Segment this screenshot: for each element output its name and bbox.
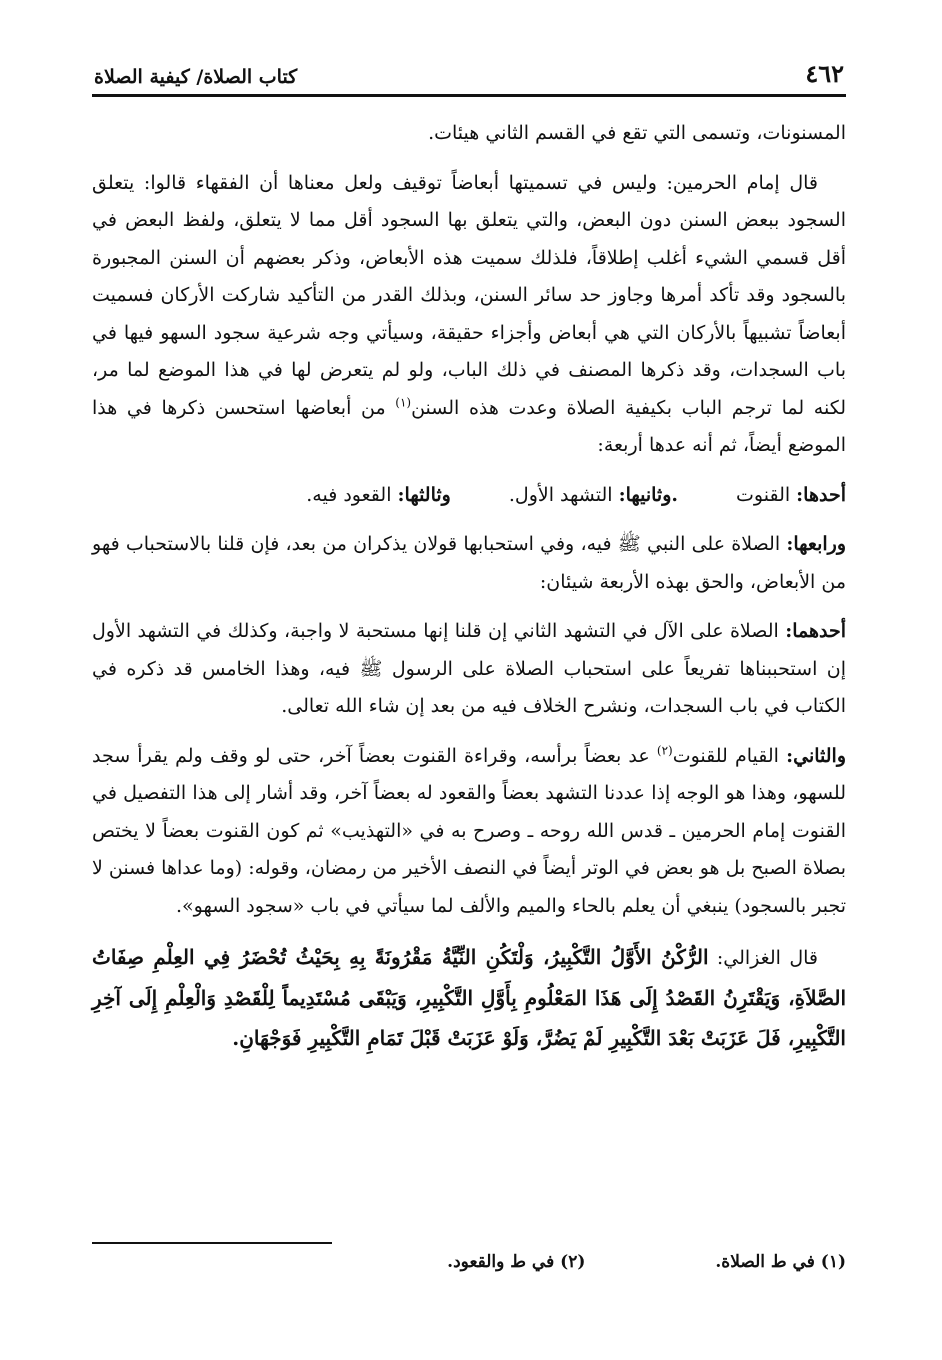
footnote-2: (٢) في ط والقعود.	[447, 1252, 586, 1272]
paragraph-5-text-b: عد بعضاً برأسه، وقراءة القنوت بعضاً آخر، حتى لو وقف ولم يقرأ سجد للسهو، وهذا هو الوجه إذا عددنا التشهد بعضاً والقعود له بعضاً آخر، وقد أشار إلى هذا التفصيل في القنوت إمام الحرمين ـ قدس الله روحه ـ وصرح به في «التهذيب» ثم كون القنوت بعضاً لا يختص بصلاة الصبح بل هو بعض في الوتر أيضاً في النصف الأخير من رمضان، وقوله: (وما عداها فسنن لا تجبر بالسجود) ينبغي أن يعلم بالحاء والميم والألف لما سيأتي في باب «سجود السهو».	[92, 744, 846, 917]
paragraph-4	[92, 613, 846, 726]
footnote-ref-1[interactable]: (١)	[395, 395, 412, 410]
page-number: ٤٦٢	[805, 59, 844, 88]
paragraph-6	[92, 937, 846, 1059]
paragraph-5-label: والثاني:	[786, 744, 846, 767]
page-header	[92, 30, 846, 88]
paragraph-2	[92, 165, 846, 465]
enum-label-3: وثالثها:	[397, 483, 451, 506]
paragraph-1: المسنونات، وتسمى التي تقع في القسم الثاني هيئات.	[428, 122, 846, 144]
matn-text: الرُّكْنُ الأَوَّلُ التَّكْبِيرُ، وَلْتَكُنِ النِّيَّةُ مَقْرُونَةً بِهِ بِحَيْثُ تُحْضَرُ فِي العِلْمِ صِفَاتُ الصَّلاَةِ، وَيَقْتَرِنُ القَصْدُ إِلَى هَذَا المَعْلُومِ بِأَوَّلِ التَّكْبِيرِ، وَيَبْقَى مُسْتَدِيماً لِلْقَصْدِ وَالْعِلْمِ إِلَى آخِرِ التَّكْبِيرِ، فَلَ عَزَبَتْ بَعْدَ التَّكْبِيرِ لَمْ يَضُرَّ، وَلَوْ عَزَبَتْ قَبْلَ تَمَامِ التَّكْبِيرِ فَوَجْهَانِ.	[92, 945, 846, 1050]
enum-item-1	[736, 477, 846, 515]
header-rule	[92, 94, 846, 97]
footnote-rule	[92, 1242, 332, 1244]
paragraph-5	[92, 738, 846, 926]
enum-item-3	[306, 477, 451, 515]
paragraph-4-label: أحدهما:	[785, 620, 846, 642]
footnotes	[92, 1252, 846, 1272]
page	[92, 30, 846, 1050]
enum-text-2: التشهد الأول.	[508, 483, 619, 506]
paragraph-3-label: ورابعها:	[786, 533, 846, 555]
enum-item-2	[509, 477, 678, 515]
enum-label-2: .وثانيها:	[618, 483, 679, 506]
paragraph-3-text: الصلاة على النبي ﷺ فيه، وفي استحبابها قولان يذكران من بعد، فإن قلنا بالاستحباب فهو من الأبعاض، والحق بهذه الأربعة شيئان:	[92, 533, 846, 593]
paragraph-2-text: قال إمام الحرمين: وليس في تسميتها أبعاضاً توقيف ولعل معناها أن الفقهاء قالوا: يتعلق السجود ببعض السنن دون البعض، والتي يتعلق بها السجود أقل مما لا يتعلق، ولفظ البعض في أقل قسمي الشيء أغلب إطلاقاً، فلذلك سميت هذه الأبعاض، وذكر بعضهم أن السنن المجبورة بالسجود وقد تأكد أمرها وجاوز حد سائر السنن، وبذلك القدر من التأكيد شاركت الأركان فسميت أبعاضاً تشبيهاً بالأركان التي هي أبعاض وأجزاء حقيقة، وسيأتي وجه شرعية سجود السهو فيها في باب السجدات، وقد ذكرها المصنف في ذلك الباب، ولو لم يتعرض لها في هذا الموضع لما مر، لكنه لما ترجم الباب بكيفية الصلاة وعدت هذه السنن	[92, 171, 846, 419]
paragraph-4-text: الصلاة على الآل في التشهد الثاني إن قلنا إنها مستحبة لا واجبة، وكذلك في التشهد الأول إن استحببناها تفريعاً على استحباب الصلاة على الرسول ﷺ فيه، وهذا الخامس قد ذكره في الكتاب في باب السجدات، ونشرح الخلاف فيه من بعد إن شاء الله تعالى.	[92, 620, 846, 717]
footnote-ref-2[interactable]: (٢)	[656, 743, 673, 758]
paragraph-3	[92, 526, 846, 601]
enumeration-line	[92, 477, 846, 515]
paragraph-6-intro: قال الغزالي:	[708, 947, 818, 969]
body-text	[92, 115, 846, 1071]
footnote-1: (١) في ط الصلاة.	[715, 1252, 846, 1272]
paragraph-2-tail: من أبعاضها استحسن ذكرها في هذا الموضع أيضاً، ثم أنه عدها أربعة:	[92, 396, 846, 456]
enum-text-1: القنوت	[736, 483, 797, 506]
enum-text-3: القعود فيه.	[306, 483, 398, 506]
enum-label-1: أحدها:	[796, 483, 846, 506]
running-title: كتاب الصلاة/ كيفية الصلاة	[94, 66, 298, 88]
paragraph-5-text-a: القيام للقنوت	[672, 744, 787, 767]
